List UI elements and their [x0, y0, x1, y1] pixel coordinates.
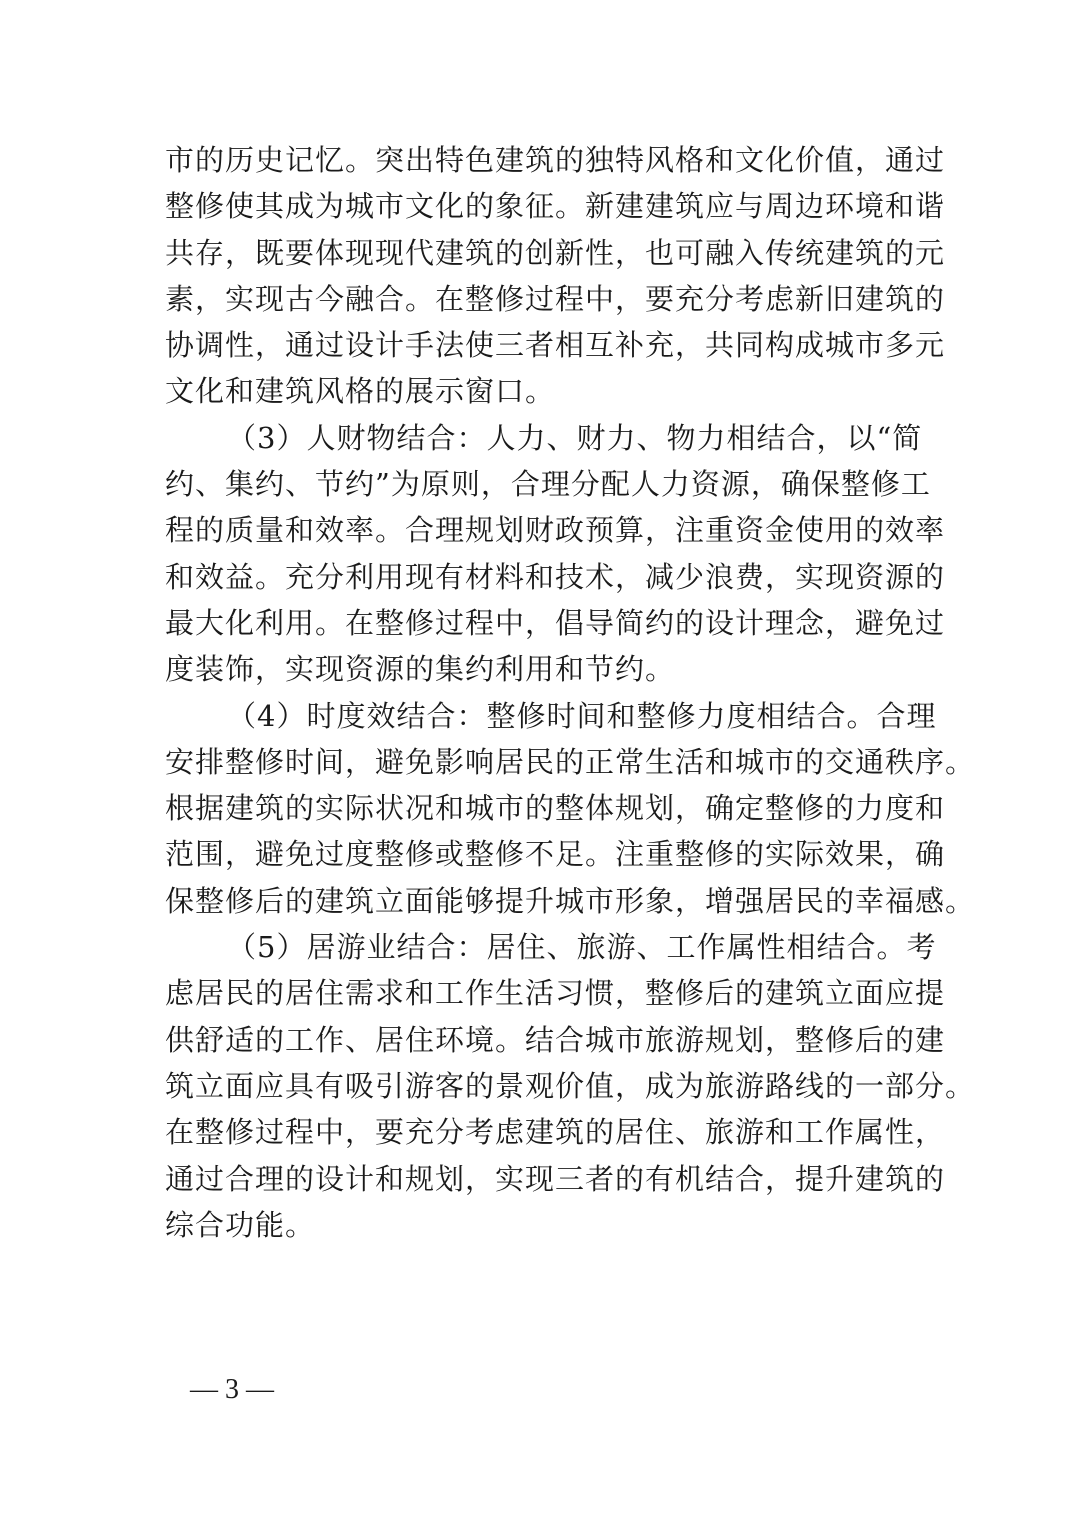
text-line: 最大化利用。在整修过程中，倡导简约的设计理念，避免过 — [165, 605, 946, 640]
text-line: 虑居民的居住需求和工作生活习惯，整修后的建筑立面应提 — [165, 976, 946, 1011]
text-line: 通过合理的设计和规划，实现三者的有机结合，提升建筑的 — [165, 1161, 946, 1196]
paragraph-start-line: （4）时度效结合：整修时间和整修力度相结合。合理 — [227, 698, 937, 733]
paragraph-start-line: （5）居游业结合：居住、旅游、工作属性相结合。考 — [227, 930, 937, 965]
text-line: 范围，避免过度整修或整修不足。注重整修的实际效果，确 — [165, 837, 946, 872]
text-line: 素，实现古今融合。在整修过程中，要充分考虑新旧建筑的 — [165, 281, 946, 316]
paragraph-start-line: （3）人财物结合：人力、财力、物力相结合，以“简 — [227, 420, 923, 455]
text-line: 共存，既要体现现代建筑的创新性，也可融入传统建筑的元 — [165, 235, 946, 270]
text-line: 筑立面应具有吸引游客的景观价值，成为旅游路线的一部分。 — [165, 1068, 976, 1103]
text-line: 综合功能。 — [165, 1207, 316, 1242]
text-line: 文化和建筑风格的展示窗口。 — [165, 374, 556, 409]
text-line: 在整修过程中，要充分考虑建筑的居住、旅游和工作属性， — [165, 1115, 946, 1150]
text-line: 安排整修时间，避免影响居民的正常生活和城市的交通秩序。 — [165, 744, 976, 779]
page-number: — 3 — — [190, 1374, 274, 1405]
text-line: 供舒适的工作、居住环境。结合城市旅游规划，整修后的建 — [165, 1022, 946, 1057]
text-line: 程的质量和效率。合理规划财政预算，注重资金使用的效率 — [165, 513, 946, 548]
text-line: 和效益。充分利用现有材料和技术，减少浪费，实现资源的 — [165, 559, 946, 594]
text-line: 根据建筑的实际状况和城市的整体规划，确定整修的力度和 — [165, 791, 946, 826]
text-line: 市的历史记忆。突出特色建筑的独特风格和文化价值，通过 — [165, 143, 946, 177]
text-line: 协调性，通过设计手法使三者相互补充，共同构成城市多元 — [165, 328, 946, 363]
text-line: 度装饰，实现资源的集约利用和节约。 — [165, 652, 676, 687]
text-line: 整修使其成为城市文化的象征。新建建筑应与周边环境和谐 — [165, 189, 946, 224]
body-text — [165, 137, 976, 1248]
text-line: 保整修后的建筑立面能够提升城市形象，增强居民的幸福感。 — [165, 883, 976, 918]
text-line: 约、集约、节约”为原则，合理分配人力资源，确保整修工 — [165, 467, 931, 502]
